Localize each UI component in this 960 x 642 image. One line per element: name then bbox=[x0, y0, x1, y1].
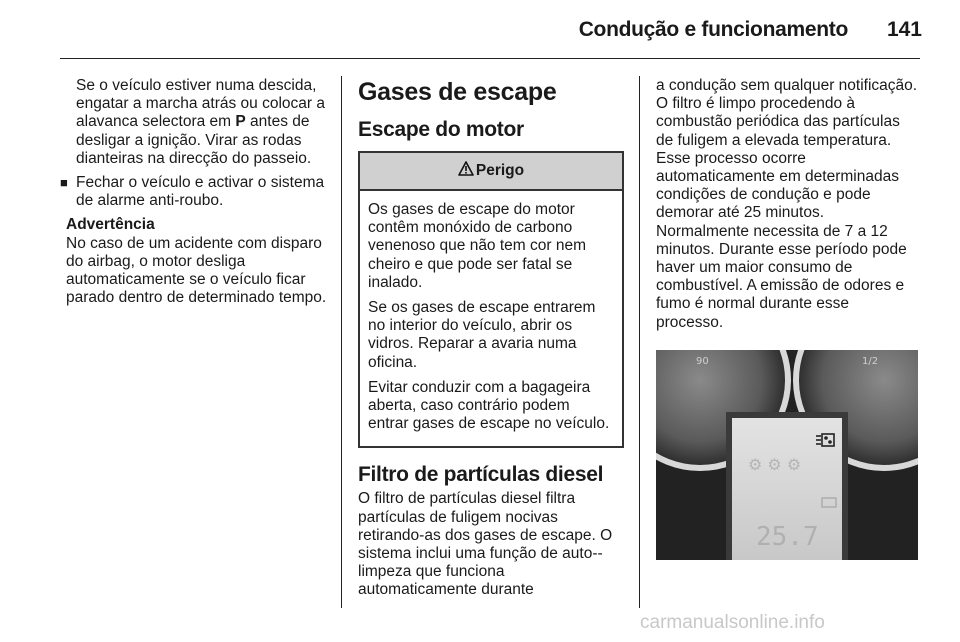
column-right bbox=[656, 77, 926, 560]
danger-header bbox=[360, 153, 622, 191]
column-left bbox=[60, 77, 330, 307]
dpf-paragraph: O filtro de partículas diesel filtra partículas de fuligem nocivas retirando-as dos gases de escape. O sistema inclui uma função de auto--limpeza que funciona automaticamente durante bbox=[358, 490, 613, 599]
subsection-heading: Escape do motor bbox=[358, 118, 524, 141]
gauge-label-right: 1/2 bbox=[862, 355, 879, 367]
parking-paragraph: Se o veículo estiver numa descida, engatar a marcha atrás ou colocar a alavanca selectora em P antes de desligar a ignição. Virar as rodas dianteiras na direcção do passeio. bbox=[76, 77, 325, 167]
gauge-label-left: 90 bbox=[696, 355, 709, 367]
column-rule-1 bbox=[341, 76, 342, 608]
danger-text-3: Evitar conduzir com a bagageira aberta, caso contrário podem entrar gases de escape no veículo. bbox=[368, 378, 610, 433]
dpf-heading: Filtro de partículas diesel bbox=[358, 463, 604, 487]
note-text: No caso de um acidente com disparo do airbag, o motor desliga automaticamente se o veículo ficar parado dentro de determinado tempo. bbox=[66, 234, 327, 307]
column-middle bbox=[358, 77, 626, 600]
danger-text-1: Os gases de escape do motor contêm monóxido de carbono venenoso que não tem cor nem cheiro e que pode ser fatal se inalado. bbox=[368, 201, 586, 291]
instrument-cluster-photo bbox=[656, 350, 918, 560]
column-rule-2 bbox=[639, 76, 640, 608]
danger-title: Perigo bbox=[475, 161, 525, 179]
svg-text:⚙ ⚙ ⚙: ⚙ ⚙ ⚙ bbox=[748, 454, 802, 474]
watermark: carmanualsonline.info bbox=[640, 612, 825, 633]
danger-box bbox=[358, 151, 624, 448]
display-value: 25.7 bbox=[756, 521, 819, 552]
page-number: 141 bbox=[886, 18, 922, 41]
danger-text-2: Se os gases de escape entrarem no interior do veículo, abrir os vidros. Reparar a avaria numa oficina. bbox=[368, 299, 596, 371]
note-title: Advertência bbox=[66, 216, 155, 234]
dpf-continued-paragraph: a condução sem qualquer notificação. O filtro é limpo procedendo à combustão periódica das partículas de fuligem a elevada temperatura. Esse processo ocorre automaticamente em determinadas condições de condução e pode demorar até 25 minutos. Normalmente necessita de 7 a 12 minutos. Durante esse período pode haver um maior consumo de combustível. A emissão de odores e fumo é normal durante esse processo. bbox=[656, 77, 918, 331]
section-heading: Gases de escape bbox=[358, 78, 557, 106]
bullet-item: ■ Fechar o veículo e activar o sistema de alarme anti-roubo. bbox=[60, 174, 325, 210]
header-rule bbox=[60, 58, 920, 59]
page-header-title: Condução e funcionamento bbox=[578, 18, 848, 41]
warning-triangle-icon bbox=[458, 161, 474, 181]
bullet-icon: ■ bbox=[60, 175, 68, 191]
